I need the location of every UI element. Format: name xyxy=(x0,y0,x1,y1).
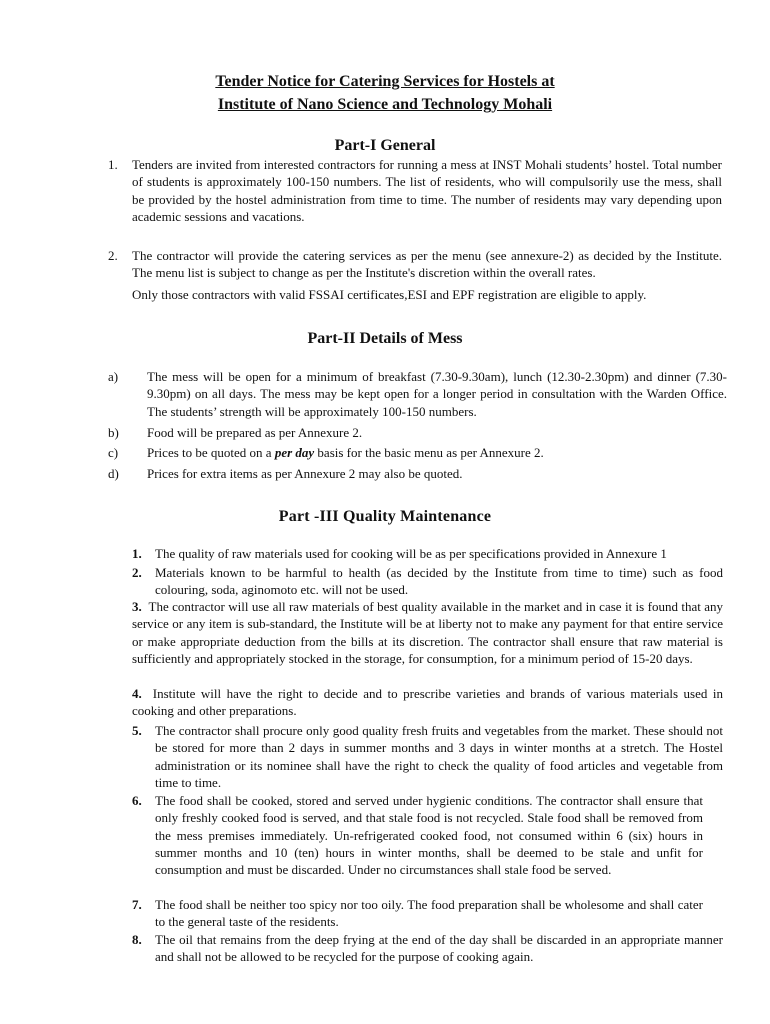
part3-item-number: 5. xyxy=(132,723,142,738)
part2-item-label: d) xyxy=(108,466,119,481)
title-line-2: Institute of Nano Science and Technology Mohali xyxy=(217,96,553,113)
part3-item-number: 1. xyxy=(132,546,142,561)
part3-item-text: The oil that remains from the deep frying at the end of the day shall be discarded in an appropriate manner and shall not be allowed to be recycled for the purpose of cooking again. xyxy=(155,932,723,965)
part2-heading: Part-II Details of Mess xyxy=(307,330,463,347)
part3-item-text: The contractor will use all raw materials of best quality available in the market and in case it is found that any service or any item is sub-standard, the Institute will be at liberty not to make any payment for that entire service or make appropriate deduction from the bills at its discretion. The contractor shall ensure that raw material is sufficiently and appropriately stocked in the storage, for consumption, for a minimum period of 15-20 days. xyxy=(132,599,724,666)
part2-item-text: Prices for extra items as per Annexure 2 may also be quoted. xyxy=(147,466,463,481)
part3-item-paragraph xyxy=(132,598,723,667)
part1-heading: Part-I General xyxy=(334,137,436,154)
part1-item-text: The contractor will provide the catering services as per the menu (see annexure-2) as decided by the Institute. The menu list is subject to change as per the Institute's discretion within the overall rates. xyxy=(132,248,722,281)
part3-item-number: 8. xyxy=(132,932,142,947)
part1-item-number: 1. xyxy=(108,157,118,172)
eligibility-note: Only those contractors with valid FSSAI certificates,ESI and EPF registration are eligible to apply. xyxy=(132,287,647,302)
part2-item-text xyxy=(147,444,727,461)
part3-item-text: The food shall be neither too spicy nor too oily. The food preparation shall be wholesome and shall cater to the general taste of the residents. xyxy=(155,897,703,930)
part3-item-number: 3. xyxy=(132,599,142,614)
part3-item-number: 7. xyxy=(132,897,142,912)
part2-item-label: a) xyxy=(108,369,119,384)
title-line-1: Tender Notice for Catering Services for Hostels at xyxy=(215,73,555,90)
part1-item-number: 2. xyxy=(108,248,118,263)
part3-item-text: The quality of raw materials used for cooking will be as per specifications provided in Annexure 1 xyxy=(155,546,667,561)
part2-item-label: b) xyxy=(108,425,119,440)
part2-item-text: Food will be prepared as per Annexure 2. xyxy=(147,425,363,440)
part3-item-text: The food shall be cooked, stored and served under hygienic conditions. The contractor shall ensure that only freshly cooked food is served, and that stale food is not recycled. Stale food shall be removed from the mess premises immediately. Un-refrigerated cooked food, not consumed within 6 (six) hours in summer months and 10 (ten) hours in winter months, shall be deemed to be stale and unfit for consumption and must be discarded. Under no circumstances shall stale food be served. xyxy=(155,793,703,878)
part2-item-text-after: basis for the basic menu as per Annexure 2. xyxy=(314,445,544,460)
part3-item-number: 6. xyxy=(132,793,142,808)
part3-item-text: Materials known to be harmful to health (as decided by the Institute from time to time) such as food colouring, soda, aginomoto etc. will not be used. xyxy=(155,565,723,598)
part3-item-number: 4. xyxy=(132,686,142,701)
part2-item-text-before: Prices to be quoted on a xyxy=(147,445,275,460)
per-day-emphasis: per day xyxy=(274,445,315,460)
part3-item-paragraph xyxy=(132,685,723,720)
part2-item-label: c) xyxy=(108,445,119,460)
part3-item-number: 2. xyxy=(132,565,142,580)
part3-heading: Part -III Quality Maintenance xyxy=(278,508,492,525)
part3-item-text: Institute will have the right to decide and to prescribe varieties and brands of various materials used in cooking and other preparations. xyxy=(132,686,723,719)
part2-item-text: The mess will be open for a minimum of breakfast (7.30-9.30am), lunch (12.30-2.30pm) and dinner (7.30-9.30pm) on all days. The mess may be kept open for a longer period in consultation with the Warden Office. The students’ strength will be approximately 100-150 numbers. xyxy=(147,369,727,419)
part1-item-text: Tenders are invited from interested contractors for running a mess at INST Mohali students’ hostel. Total number of students is approximately 100-150 numbers. The list of residents, who will compulsorily use the mess, shall be provided by the hostel administration from time to time. The number of residents may vary depending upon academic sessions and vacations. xyxy=(132,157,722,224)
part3-item-text: The contractor shall procure only good quality fresh fruits and vegetables from the market. These should not be stored for more than 2 days in summer months and 3 days in winter months at a stretch. The Hostel administration or its nominee shall have the right to check the quality of food articles and vegetable from time to time. xyxy=(155,723,723,790)
